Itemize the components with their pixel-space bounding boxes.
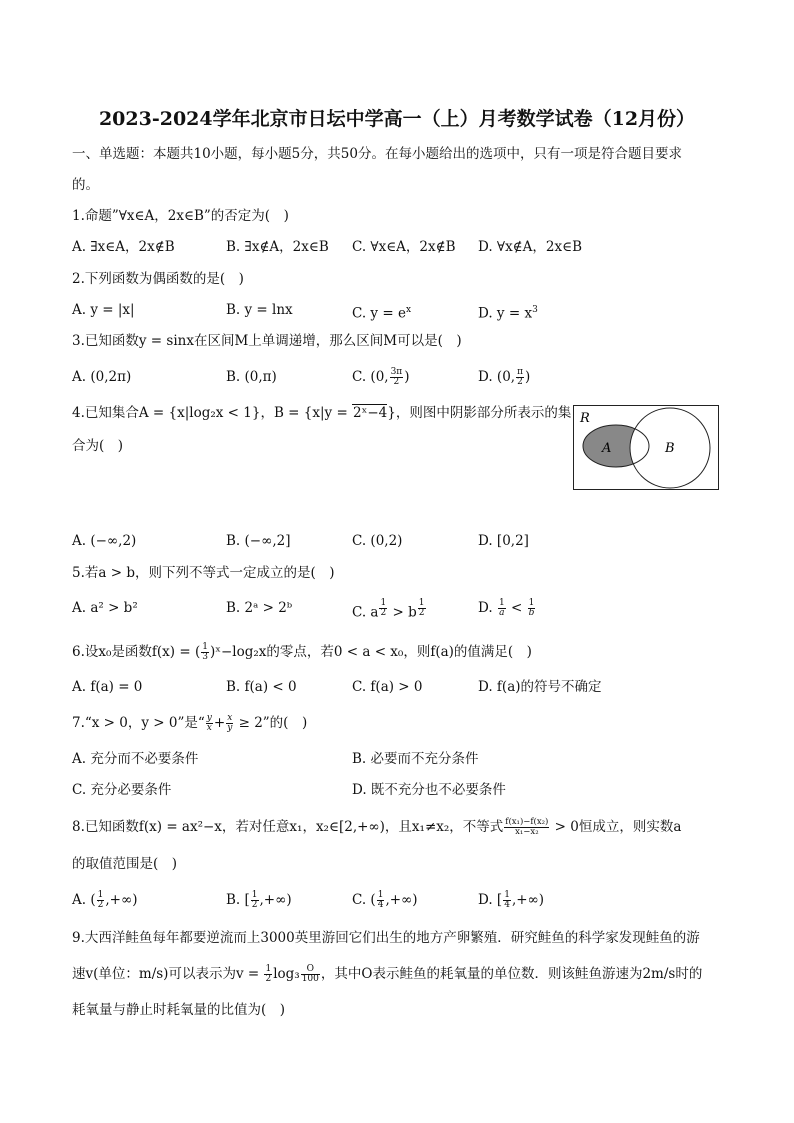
q2-option-a: A. y = |x| [72, 302, 135, 318]
q7-option-a: A. 充分而不必要条件 [72, 751, 199, 767]
section-instruction: 一、单选题：本题共10小题，每小题5分，共50分。在每小题给出的选项中，只有一项是符合题目要求 [72, 146, 682, 162]
q8-stem-cont: 的取值范围是( ) [72, 856, 178, 872]
q1-option-a: A. ∃x∈A，2x∉B [72, 239, 175, 255]
q6-option-b: B. f(a) < 0 [226, 679, 297, 695]
q6-stem: 6.设x₀是函数f(x) = ( $\frac{1}{3}$ )ˣ−log₂x的零点，若0 < a < x₀，则f(a)的值满足( ) [72, 642, 532, 662]
q6-option-c: C. f(a) > 0 [352, 679, 423, 695]
q7-option-c: C. 充分必要条件 [72, 782, 172, 798]
q4-option-d: D. [0,2] [478, 533, 529, 549]
q4-stem-cont: 合为( ) [72, 438, 124, 454]
q3-option-c: C. (0, $\frac{3\pi}{2}$ ) [352, 367, 410, 387]
q4-option-c: C. (0,2) [352, 533, 403, 549]
q1-stem: 1.命题”∀x∈A，2x∈B”的否定为( ) [72, 208, 289, 224]
venn-label-r: R [580, 411, 590, 426]
q2-stem: 2.下列函数为偶函数的是( ) [72, 271, 244, 287]
q5-option-a: A. a² > b² [72, 600, 138, 616]
q1-option-b: B. ∃x∉A，2x∈B [226, 239, 329, 255]
q5-stem: 5.若a > b，则下列不等式一定成立的是( ) [72, 565, 335, 581]
q3-option-b: B. (0,π) [226, 369, 277, 385]
page-title: 2023-2024学年北京市日坛中学高一（上）月考数学试卷（12月份） [98, 108, 696, 130]
q4-stem: 4.已知集合A = {x|log₂x < 1}，B = {x|y = 2ˣ−4}，则图中阴影部分所表示的集 [72, 405, 572, 421]
q7-option-b: B. 必要而不充分条件 [352, 751, 479, 767]
q8-option-a: A. ( $\frac{1}{2}$ ,+∞) [72, 890, 138, 910]
q3-stem: 3.已知函数y = sinx在区间M上单调递增，那么区间M可以是( ) [72, 333, 462, 349]
q7-option-d: D. 既不充分也不必要条件 [352, 782, 506, 798]
q3-option-d: D. (0, $\frac{\pi}{2}$ ) [478, 367, 531, 387]
q9-stem: 9.大西洋鲑鱼每年都要逆流而上3000英里游回它们出生的地方产卵繁殖．研究鲑鱼的科学家发现鲑鱼的游 [72, 930, 700, 946]
q9-stem-cont: 速v(单位：m/s)可以表示为v = $\frac{1}{2}$ log₃ $\frac{O}{100}$ ，其中O表示鲑鱼的耗氧量的单位数．则该鲑鱼游速为2m/s时的 [72, 964, 703, 984]
q6-option-a: A. f(a) = 0 [72, 679, 143, 695]
q2-option-b: B. y = lnx [226, 302, 293, 318]
q9-stem-end: 耗氧量与静止时耗氧量的比值为( ) [72, 1002, 286, 1018]
q2-option-d: D. $y = x^3$ [478, 305, 538, 322]
q8-option-b: B. [ $\frac{1}{2}$ ,+∞) [226, 890, 292, 910]
q5-option-b: B. 2ᵃ > 2ᵇ [226, 600, 293, 616]
q8-stem: 8.已知函数f(x) = ax²−x，若对任意x₁，x₂∈[2,+∞)，且x₁≠x₂，不等式 $\frac{\text{f(x₁)−f(x₂)}}{\text{x₁−x₂}}$ > 0恒成立，则实数a [72, 817, 682, 837]
venn-label-a: A [602, 441, 612, 456]
q5-option-d: D. $\frac{1}{a}$ < $\frac{1}{b}$ [478, 598, 535, 618]
section-instruction-cont: 的。 [72, 177, 99, 193]
q3-option-a: A. (0,2π) [72, 369, 132, 385]
sqrt-expression: 2ˣ−4 [353, 405, 388, 421]
q5-option-c: C. a $^{\frac{1}{2}}$ > b $^{\frac{1}{2}}$ [352, 598, 425, 621]
q7-stem: 7.“x > 0，y > 0”是“ $\frac{y}{x}$ + $\frac{x}{y}$ ≥ 2”的( ) [72, 713, 308, 733]
q4-option-b: B. (−∞,2] [226, 533, 291, 549]
venn-label-b: B [665, 441, 675, 456]
q6-option-d: D. f(a)的符号不确定 [478, 679, 602, 695]
q8-option-d: D. [ $\frac{1}{4}$ ,+∞) [478, 890, 545, 910]
q2-option-c: C. $y = e^x$ [352, 305, 412, 322]
q8-option-c: C. ( $\frac{1}{4}$ ,+∞) [352, 890, 418, 910]
q1-option-d: D. ∀x∉A，2x∈B [478, 239, 583, 255]
q4-option-a: A. (−∞,2) [72, 533, 137, 549]
q1-option-c: C. ∀x∈A，2x∉B [352, 239, 456, 255]
venn-diagram [573, 405, 721, 491]
